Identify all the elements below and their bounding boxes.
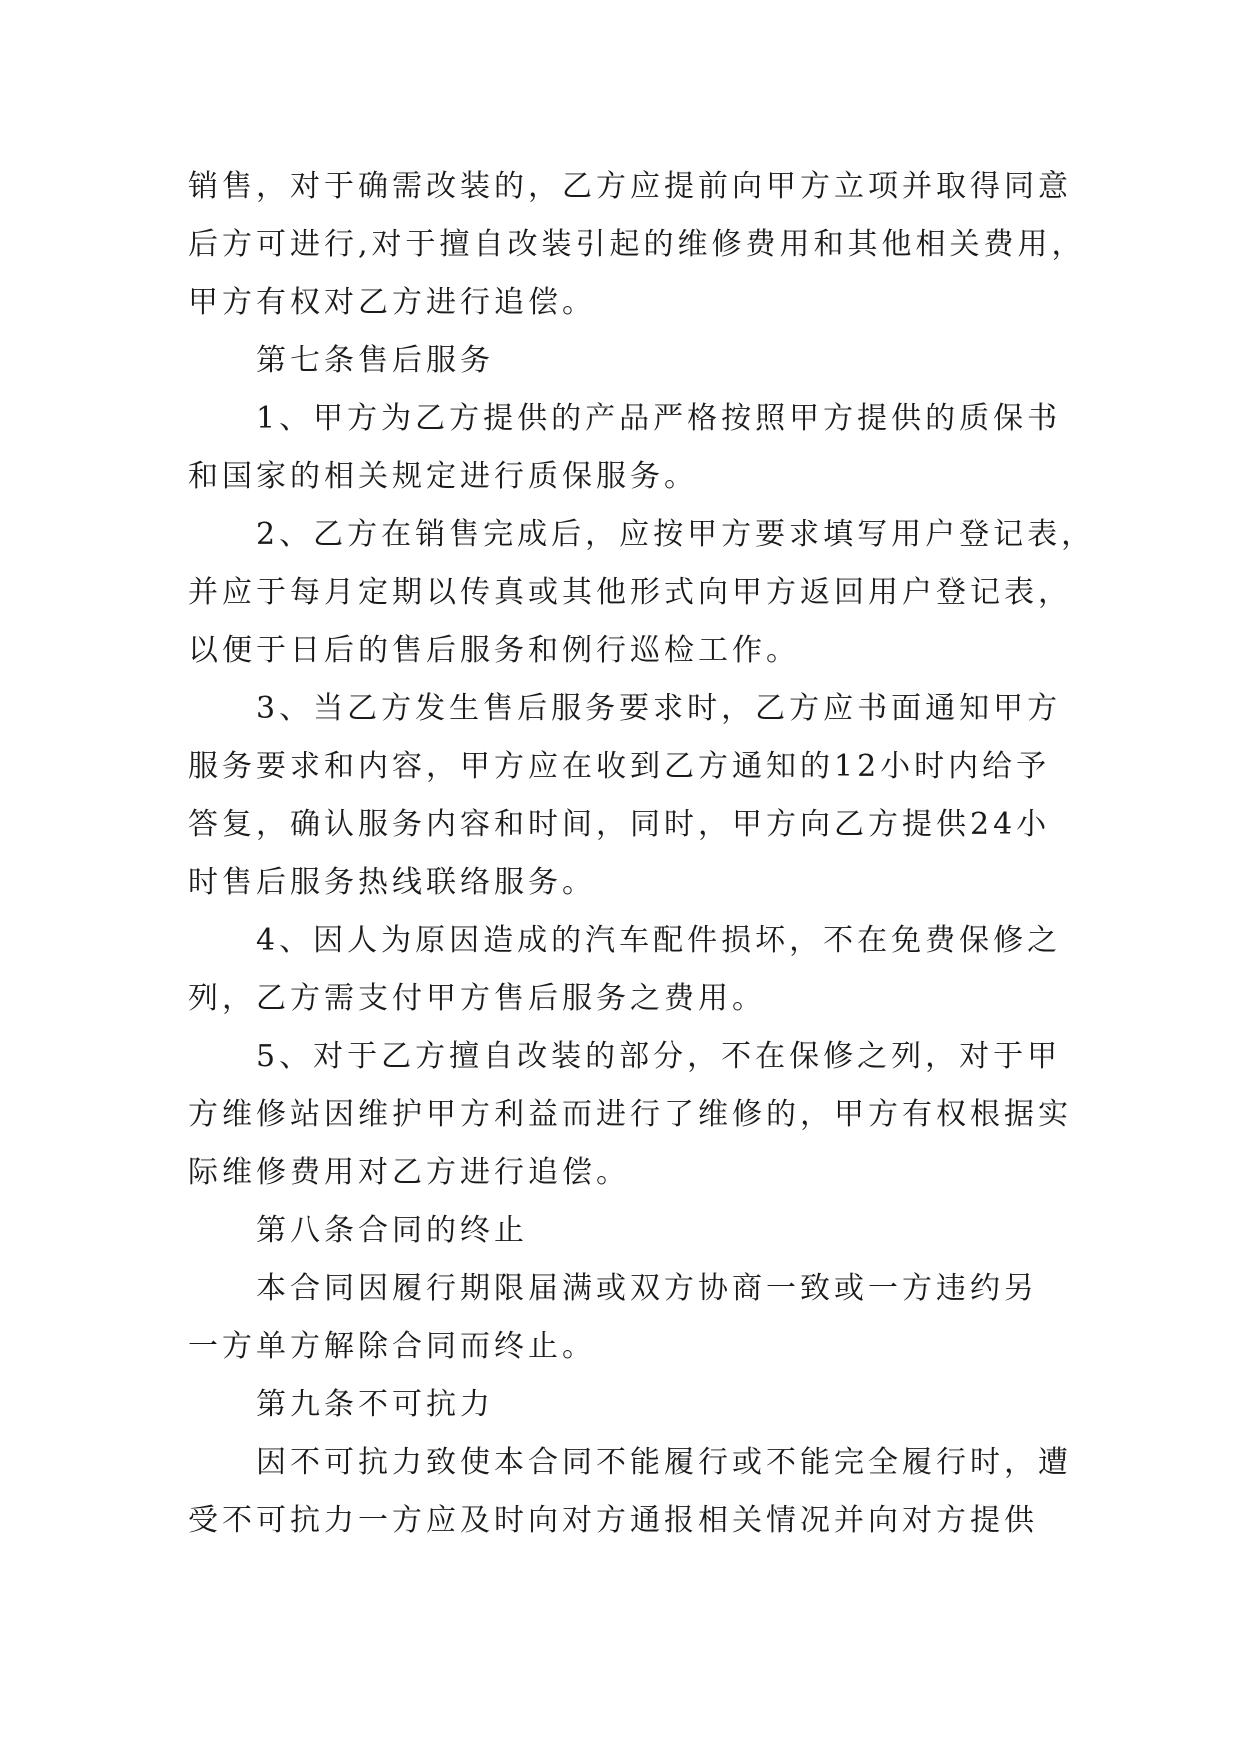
document-body (188, 158, 1096, 1550)
text-line: 时售后服务热线联络服务。 (188, 865, 596, 900)
text-line: 服务要求和内容，甲方应在收到乙方通知的12小时内给予 (188, 749, 1051, 784)
text-line: 本合同因履行期限届满或双方协商一致或一方违约另 (256, 1271, 1038, 1306)
section-heading: 第九条不可抗力 (256, 1387, 494, 1422)
text-line: 方维修站因维护甲方利益而进行了维修的，甲方有权根据实 (188, 1097, 1072, 1132)
text-line: 4、因人为原因造成的汽车配件损坏，不在免费保修之 (256, 923, 1062, 958)
text-line: 并应于每月定期以传真或其他形式向甲方返回用户登记表， (188, 575, 1072, 610)
text-line: 甲方有权对乙方进行追偿。 (188, 285, 596, 320)
text-line: 和国家的相关规定进行质保服务。 (188, 459, 698, 494)
text-line: 因不可抗力致使本合同不能履行或不能完全履行时，遭 (256, 1445, 1072, 1480)
text-line: 销售，对于确需改装的，乙方应提前向甲方立项并取得同意 (188, 169, 1072, 204)
text-line: 2、乙方在销售完成后，应按甲方要求填写用户登记表， (256, 517, 1096, 552)
text-line: 列，乙方需支付甲方售后服务之费用。 (188, 981, 766, 1016)
text-line: 受不可抗力一方应及时向对方通报相关情况并向对方提供 (188, 1503, 1038, 1538)
text-line: 际维修费用对乙方进行追偿。 (188, 1155, 630, 1190)
text-line: 一方单方解除合同而终止。 (188, 1329, 596, 1364)
text-line: 后方可进行,对于擅自改装引起的维修费用和其他相关费用， (188, 227, 1086, 262)
text-line: 以便于日后的售后服务和例行巡检工作。 (188, 633, 800, 668)
section-heading: 第八条合同的终止 (256, 1213, 528, 1248)
section-heading: 第七条售后服务 (256, 343, 494, 378)
text-line: 1、甲方为乙方提供的产品严格按照甲方提供的质保书 (256, 401, 1062, 436)
text-line: 3、当乙方发生售后服务要求时，乙方应书面通知甲方 (256, 691, 1062, 726)
text-line: 答复，确认服务内容和时间，同时，甲方向乙方提供24小 (188, 807, 1051, 842)
text-line: 5、对于乙方擅自改装的部分，不在保修之列，对于甲 (256, 1039, 1062, 1074)
